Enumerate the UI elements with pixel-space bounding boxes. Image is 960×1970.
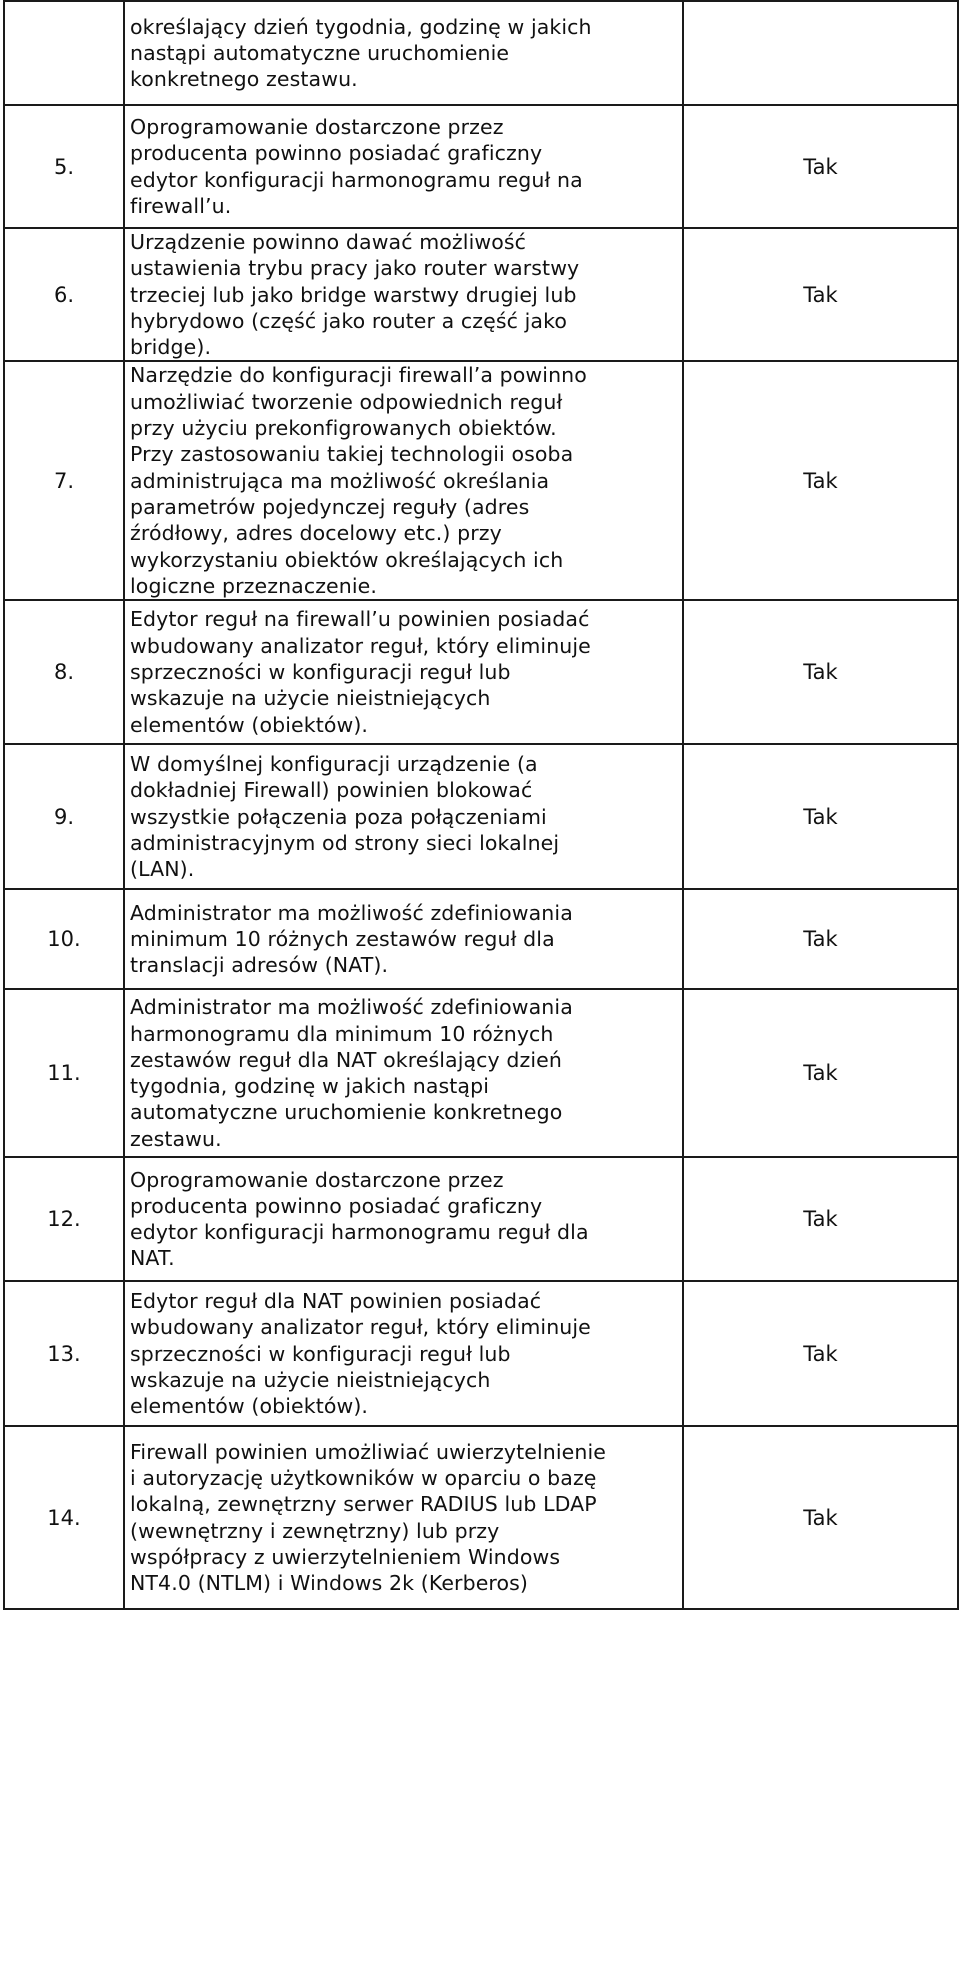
row-description: Firewall powinien umożliwiać uwierzytelnienie i autoryzację użytkowników w oparciu o bazę lokalną, zewnętrzny serwer RADIUS lub LDAP (wewnętrzny i zewnętrzny) lub przy współpracy z uwierzytelnieniem Windows NT4.0 (NTLM) i Windows 2k (Kerberos)	[124, 1426, 683, 1609]
row-answer: Tak	[683, 361, 958, 600]
row-description: Oprogramowanie dostarczone przez producenta powinno posiadać graficzny edytor konfiguracji harmonogramu reguł na firewall’u.	[124, 105, 683, 228]
row-answer: Tak	[683, 1157, 958, 1281]
row-answer: Tak	[683, 889, 958, 989]
row-number: 12.	[4, 1157, 124, 1281]
table-row	[4, 361, 958, 600]
row-answer: Tak	[683, 1281, 958, 1426]
row-number: 5.	[4, 105, 124, 228]
row-description: Edytor reguł dla NAT powinien posiadać wbudowany analizator reguł, który eliminuje sprzeczności w konfiguracji reguł lub wskazuje na użycie nieistniejących elementów (obiektów).	[124, 1281, 683, 1426]
row-number: 11.	[4, 989, 124, 1157]
table-row	[4, 889, 958, 989]
table-row	[4, 1157, 958, 1281]
row-number: 8.	[4, 600, 124, 744]
row-description: Narzędzie do konfiguracji firewall’a powinno umożliwiać tworzenie odpowiednich reguł przy użyciu prekonfigrowanych obiektów. Przy zastosowaniu takiej technologii osoba administrująca ma możliwość określania parametrów pojedynczej reguły (adres źródłowy, adres docelowy etc.) przy wykorzystaniu obiektów określających ich logiczne przeznaczenie.	[124, 361, 683, 600]
row-number: 14.	[4, 1426, 124, 1609]
row-answer: Tak	[683, 989, 958, 1157]
row-number	[4, 1, 124, 105]
table-row	[4, 1, 958, 105]
row-number: 10.	[4, 889, 124, 989]
row-number: 7.	[4, 361, 124, 600]
row-answer: Tak	[683, 105, 958, 228]
row-description: określający dzień tygodnia, godzinę w jakich nastąpi automatyczne uruchomienie konkretnego zestawu.	[124, 1, 683, 105]
row-number: 6.	[4, 228, 124, 361]
row-number: 13.	[4, 1281, 124, 1426]
table-row	[4, 1426, 958, 1609]
row-answer: Tak	[683, 228, 958, 361]
table-row	[4, 228, 958, 361]
row-number: 9.	[4, 744, 124, 889]
row-description: Administrator ma możliwość zdefiniowania minimum 10 różnych zestawów reguł dla translacji adresów (NAT).	[124, 889, 683, 989]
row-description: Urządzenie powinno dawać możliwość ustawienia trybu pracy jako router warstwy trzeciej lub jako bridge warstwy drugiej lub hybrydowo (część jako router a część jako bridge).	[124, 228, 683, 361]
row-description: Administrator ma możliwość zdefiniowania harmonogramu dla minimum 10 różnych zestawów reguł dla NAT określający dzień tygodnia, godzinę w jakich nastąpi automatyczne uruchomienie konkretnego zestawu.	[124, 989, 683, 1157]
row-answer	[683, 1, 958, 105]
row-answer: Tak	[683, 1426, 958, 1609]
table-row	[4, 1281, 958, 1426]
row-answer: Tak	[683, 744, 958, 889]
table-row	[4, 600, 958, 744]
requirements-table	[3, 0, 959, 1610]
row-description: Oprogramowanie dostarczone przez producenta powinno posiadać graficzny edytor konfiguracji harmonogramu reguł dla NAT.	[124, 1157, 683, 1281]
row-answer: Tak	[683, 600, 958, 744]
table-row	[4, 105, 958, 228]
table-row	[4, 989, 958, 1157]
row-description: W domyślnej konfiguracji urządzenie (a dokładniej Firewall) powinien blokować wszystkie połączenia poza połączeniami administracyjnym od strony sieci lokalnej (LAN).	[124, 744, 683, 889]
table-row	[4, 744, 958, 889]
row-description: Edytor reguł na firewall’u powinien posiadać wbudowany analizator reguł, który eliminuje sprzeczności w konfiguracji reguł lub wskazuje na użycie nieistniejących elementów (obiektów).	[124, 600, 683, 744]
